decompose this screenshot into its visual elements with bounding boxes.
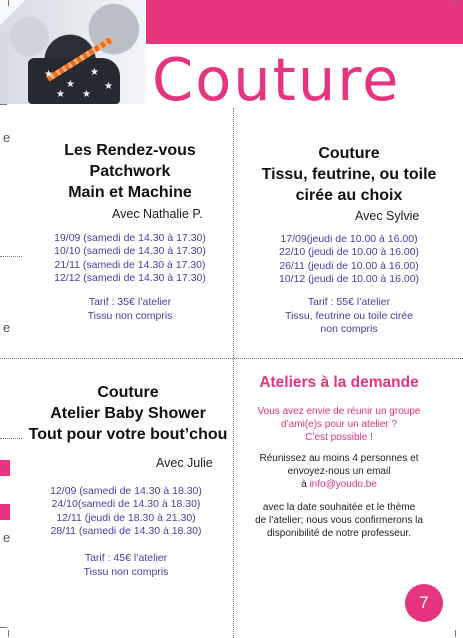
- crop-mark: [455, 0, 456, 6]
- row-divider: [0, 358, 463, 359]
- price-info: [236, 296, 462, 337]
- schedule-item: 22/10 (jeudi de 10.00 à 16.00): [278, 246, 420, 259]
- star-icon: ★: [82, 89, 91, 100]
- on-demand-intro: Vous avez envie de réunir un groupe d’ami(e)s pour un atelier ? C’est possible !: [257, 406, 421, 443]
- schedule-item: 12/09 (samedi de 14.30 à 18.30): [50, 485, 202, 497]
- star-icon: ★: [44, 69, 53, 80]
- schedule-item: 28/11 (samedi de 14.30 à 18.30): [50, 524, 202, 537]
- price-info: [26, 552, 226, 579]
- price-note: non compris: [320, 323, 378, 335]
- price-label: Tarif : 45€ l’atelier: [84, 552, 168, 564]
- edge-letter: e: [3, 320, 11, 335]
- price-info: [30, 296, 230, 323]
- price-note: Tissu, feutrine ou toile cirée: [284, 309, 413, 322]
- on-demand-group: Réunissez au moins 4 personnes et envoyez-nous un email à info@youdo.be: [259, 453, 419, 490]
- crop-mark: [0, 104, 7, 105]
- edge-divider: [0, 438, 22, 439]
- workshop-title: Couture Atelier Baby Shower Tout pour votre bout’chou: [28, 384, 228, 443]
- crop-mark: [0, 627, 7, 628]
- edge-letter: e: [3, 130, 11, 145]
- edge-divider: [0, 256, 22, 257]
- schedule-item: 12/11 (jeudi de 18.30 à 21.30): [56, 511, 196, 524]
- teacher-name: Avec Julie: [156, 456, 213, 470]
- workshop-title: Les Rendez-vous Patchwork Main et Machine: [64, 142, 196, 201]
- schedule-list: [30, 232, 230, 285]
- schedule-item: 24/10(samedi de 14.30 à 18.30): [51, 498, 201, 511]
- star-icon: ★: [90, 67, 99, 78]
- crop-mark: [8, 0, 9, 6]
- price-note: Tissu non compris: [83, 565, 169, 578]
- star-icon: ★: [104, 81, 113, 92]
- edge-accent: [0, 504, 10, 520]
- schedule-list: [236, 233, 462, 286]
- schedule-item: 12/12 (samedi de 14.30 à 17.30): [54, 271, 206, 284]
- star-icon: ★: [66, 79, 75, 90]
- crop-mark: [455, 630, 456, 637]
- crop-mark: [8, 630, 9, 637]
- price-note: Tissu non compris: [87, 309, 173, 322]
- email-link[interactable]: info@youdo.be: [309, 479, 377, 490]
- schedule-item: 21/11 (samedi de 14.30 à 17.30): [54, 258, 206, 271]
- on-demand-title: Ateliers à la demande: [259, 374, 419, 391]
- schedule-list: [26, 485, 226, 538]
- column-divider: [233, 108, 234, 638]
- price-label: Tarif : 35€ l’atelier: [88, 296, 172, 308]
- on-demand-detail: avec la date souhaitée et le thème de l’atelier; nous vous confirmerons la disponibilité de notre professeur.: [255, 502, 423, 539]
- price-label: Tarif : 55€ l’atelier: [307, 296, 391, 308]
- star-icon: ★: [56, 89, 65, 100]
- teacher-name: Avec Sylvie: [355, 209, 420, 223]
- page-title: Couture: [152, 45, 401, 114]
- schedule-item: 26/11 (jeudi de 10.00 à 16.00): [279, 259, 419, 272]
- schedule-item: 19/09 (samedi de 14.30 à 17.30): [54, 232, 206, 244]
- teacher-name: Avec Nathalie P.: [112, 207, 203, 221]
- schedule-item: 17/09(jeudi de 10.00 à 16.00): [280, 233, 418, 245]
- edge-letter: e: [3, 530, 11, 545]
- workshop-title: Couture Tissu, feutrine, ou toile cirée au choix: [261, 145, 437, 204]
- schedule-item: 10/12 (jeudi de 10.00 à 16.00): [278, 272, 420, 285]
- sewing-pouch-image: [0, 0, 146, 104]
- edge-accent: [0, 460, 10, 476]
- page-number-badge: 7: [405, 584, 443, 622]
- schedule-item: 10/10 (samedi de 14.30 à 17.30): [54, 245, 206, 258]
